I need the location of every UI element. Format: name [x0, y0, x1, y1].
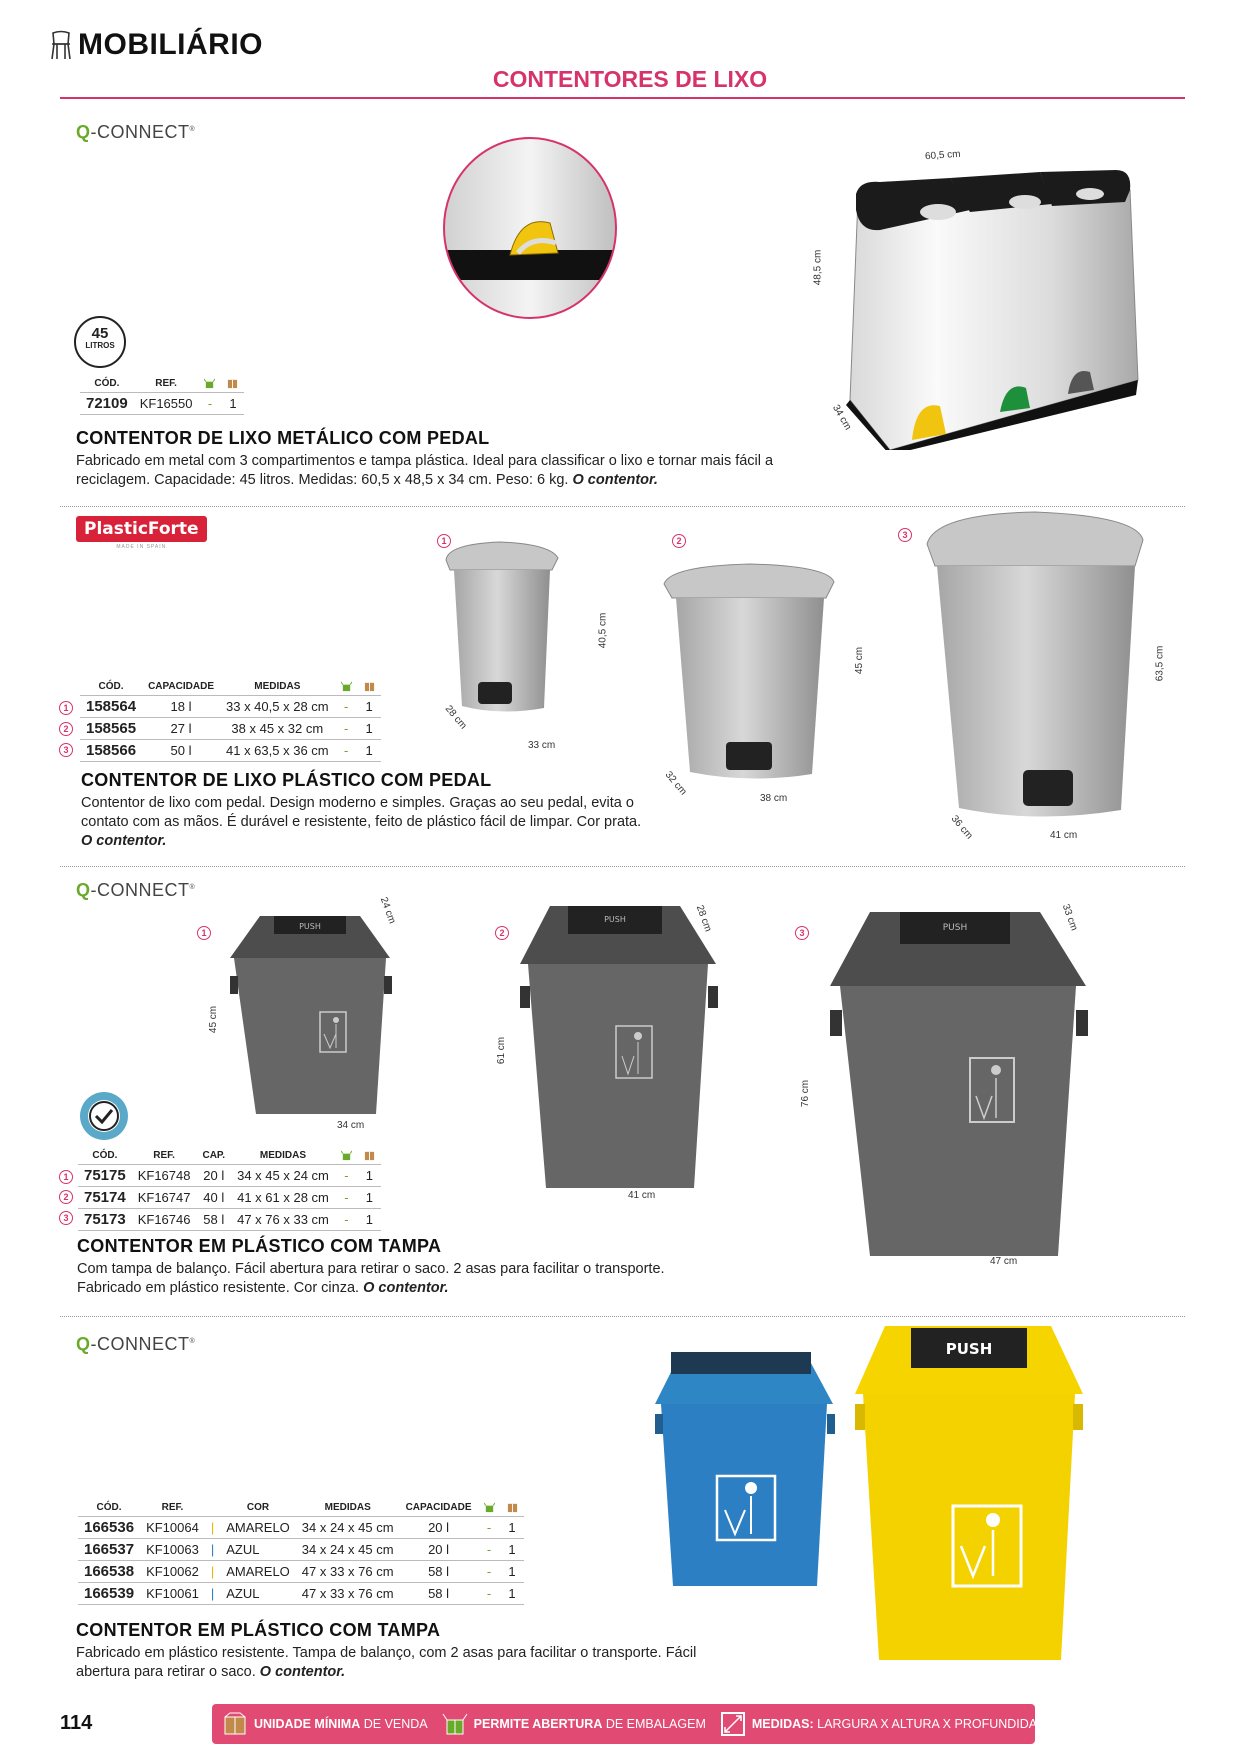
pedal-bin-small-image — [440, 540, 580, 730]
product3-desc: Com tampa de balanço. Fácil abertura para retirar o saco. 2 asas para facilitar o transporte. Fabricado em plástico resistente. Cor cinza. O contentor. — [77, 1261, 665, 1296]
legend-min-unit: UNIDADE MÍNIMA DE VENDA — [222, 1711, 428, 1737]
bin2-width: 41 cm — [628, 1190, 656, 1201]
number-marker-2: 2 — [672, 534, 686, 548]
row-marker-3: 3 — [59, 1211, 73, 1225]
legend-bar — [212, 1704, 1055, 1744]
blue-bin-image — [655, 1350, 835, 1590]
table-row: 72109 KF16550 - 1 — [80, 393, 244, 415]
row-marker-1: 1 — [59, 701, 73, 715]
bin2-height: 61 cm — [496, 1036, 508, 1065]
push-label: PUSH — [942, 923, 968, 933]
box-icon — [364, 1150, 375, 1161]
capacity-badge: 45 LITROS — [74, 316, 126, 368]
bin3-width: 47 cm — [990, 1256, 1018, 1267]
row-marker-1: 1 — [59, 1170, 73, 1184]
table-row: 166536 KF10064 | AMARELO 34 x 24 x 45 cm 20 l - 1 — [78, 1517, 524, 1539]
box-icon — [222, 1711, 248, 1737]
open-package-icon — [484, 1502, 495, 1513]
category-title — [48, 28, 263, 62]
swing-bin-medium-image — [520, 902, 720, 1192]
qconnect-logo: Q-CONNECT® — [76, 122, 196, 142]
metal-bin-image — [820, 150, 1150, 450]
product4-desc: Fabricado em plástico resistente. Tampa de balanço, com 2 asas para facilitar o transporte. Fácil abertura para retirar o saco. O contentor. — [76, 1645, 697, 1680]
category-label: MOBILIÁRIO — [78, 28, 263, 61]
table-row: 166539 KF10061 | AZUL 47 x 33 x 76 cm 58 l - 1 — [78, 1583, 524, 1605]
pedal-bin-medium-image — [660, 562, 840, 792]
bin3-depth: 36 cm — [948, 813, 975, 842]
bin1-height: 45 cm — [208, 1005, 220, 1034]
bin1-height: 40,5 cm — [597, 612, 609, 649]
product1-title: CONTENTOR DE LIXO METÁLICO COM PEDAL — [76, 428, 490, 448]
chair-icon — [48, 30, 74, 60]
number-marker-3: 3 — [898, 528, 912, 542]
table-row: 158566 50 l 41 x 63,5 x 36 cm - 1 — [80, 740, 381, 762]
push-label: PUSH — [299, 922, 321, 931]
bin3-depth: 33 cm — [1059, 902, 1080, 933]
bin3-width: 41 cm — [1050, 830, 1078, 841]
bin3-height: 76 cm — [800, 1079, 812, 1108]
open-package-icon — [341, 1150, 352, 1161]
product2-table: CÓD. CAPACIDADE MEDIDAS 158564 18 l 33 x 40,5 x 28 cm - 1 158565 27 l 38 x 45 x 32 cm - 1 158566 50 l 41 x 63,5 x 36 cm - 1 — [80, 679, 381, 762]
swing-bin-small-image — [230, 910, 400, 1120]
swing-bin-large-image — [830, 906, 1090, 1266]
product1-desc: Fabricado em metal com 3 compartimentos e tampa plástica. Ideal para classificar o lixo e tornar mais fácil a reciclagem. Capacidade: 45 litros. Medidas: 60,5 x 48,5 x 34 cm. Peso: 6 kg. O contentor. — [76, 453, 774, 488]
box-icon — [507, 1502, 518, 1513]
bin1-depth: 24 cm — [377, 895, 398, 926]
bin1-width: 34 cm — [337, 1120, 365, 1131]
page-number: 114 — [60, 1712, 93, 1734]
legend-measures: MEDIDAS: LARGURA X ALTURA X PROFUNDIDADE — [720, 1711, 1055, 1737]
bin2-height: 45 cm — [854, 646, 866, 675]
dim-depth: 34 cm — [830, 402, 854, 433]
qconnect-logo: Q-CONNECT® — [76, 880, 196, 900]
open-package-icon — [204, 378, 215, 389]
row-marker-2: 2 — [59, 1190, 73, 1204]
number-marker-1: 1 — [437, 534, 451, 548]
check-seal-icon — [78, 1090, 130, 1142]
open-package-icon — [442, 1711, 468, 1737]
push-label: PUSH — [945, 1340, 993, 1358]
bin2-depth: 28 cm — [693, 903, 714, 934]
header-rule — [60, 97, 1185, 99]
bin3-height: 63,5 cm — [1154, 645, 1166, 682]
dim-height: 48,5 cm — [812, 249, 824, 286]
pedal-bin-large-image — [925, 510, 1145, 830]
table-row: 158565 27 l 38 x 45 x 32 cm - 1 — [80, 718, 381, 740]
legend-open-package: PERMITE ABERTURA DE EMBALAGEM — [442, 1711, 706, 1737]
open-package-icon — [341, 681, 352, 692]
push-label: PUSH — [604, 915, 626, 924]
dim-width: 60,5 cm — [924, 148, 961, 163]
section-title: CONTENTORES DE LIXO — [492, 66, 768, 92]
table-row: 158564 18 l 33 x 40,5 x 28 cm - 1 — [80, 696, 381, 718]
number-marker-3: 3 — [795, 926, 809, 940]
qconnect-logo: Q-CONNECT® — [76, 1334, 196, 1354]
table-row: 166537 KF10063 | AZUL 34 x 24 x 45 cm 20 l - 1 — [78, 1539, 524, 1561]
product4-title: CONTENTOR EM PLÁSTICO COM TAMPA — [76, 1620, 441, 1640]
product4-table: CÓD. REF. COR MEDIDAS CAPACIDADE 166536 KF10064 | AMARELO 34 x 24 x 45 cm 20 l - 1 166537 KF10063 | AZUL 34 x 24 x 45 cm 20 l - 1 166538 KF10062 | AMARELO 47 x 33 x 76 cm 58 l - 1 166539 KF10061 | AZUL 47 x 33 x 76 cm 58 l - 1 — [78, 1500, 524, 1605]
bin1-width: 33 cm — [528, 740, 556, 751]
number-marker-1: 1 — [197, 926, 211, 940]
number-marker-2: 2 — [495, 926, 509, 940]
product2-desc: Contentor de lixo com pedal. Design moderno e simples. Graças ao seu pedal, evita o contato com as mãos. É durável e resistente, feito de plástico fácil de limpar. Cor prata. O contentor. — [81, 795, 642, 849]
bin1-depth: 28 cm — [442, 703, 469, 732]
product3-title: CONTENTOR EM PLÁSTICO COM TAMPA — [77, 1236, 442, 1256]
row-marker-2: 2 — [59, 722, 73, 736]
box-icon — [364, 681, 375, 692]
table-row: 75173 KF16746 58 l 47 x 76 x 33 cm - 1 — [78, 1209, 381, 1231]
table-row: 75174 KF16747 40 l 41 x 61 x 28 cm - 1 — [78, 1187, 381, 1209]
table-row: 166538 KF10062 | AMARELO 47 x 33 x 76 cm 58 l - 1 — [78, 1561, 524, 1583]
bin2-depth: 32 cm — [662, 769, 689, 798]
row-marker-3: 3 — [59, 743, 73, 757]
yellow-bin-image — [855, 1324, 1085, 1664]
plasticforte-logo: PlasticForte MADE IN SPAIN — [76, 516, 207, 550]
box-icon — [227, 378, 238, 389]
pedal-detail-image — [440, 135, 620, 325]
measure-icon — [720, 1711, 746, 1737]
product1-table: CÓD. REF. 72109 KF16550 - 1 — [80, 376, 244, 415]
product3-table: CÓD. REF. CAP. MEDIDAS 75175 KF16748 20 l 34 x 45 x 24 cm - 1 75174 KF16747 40 l 41 x 61 x 28 cm - 1 75173 KF16746 58 l 47 x 76 x 33 cm - 1 — [78, 1148, 381, 1231]
bin2-width: 38 cm — [760, 793, 788, 804]
table-row: 75175 KF16748 20 l 34 x 45 x 24 cm - 1 — [78, 1165, 381, 1187]
product2-title: CONTENTOR DE LIXO PLÁSTICO COM PEDAL — [81, 770, 492, 790]
